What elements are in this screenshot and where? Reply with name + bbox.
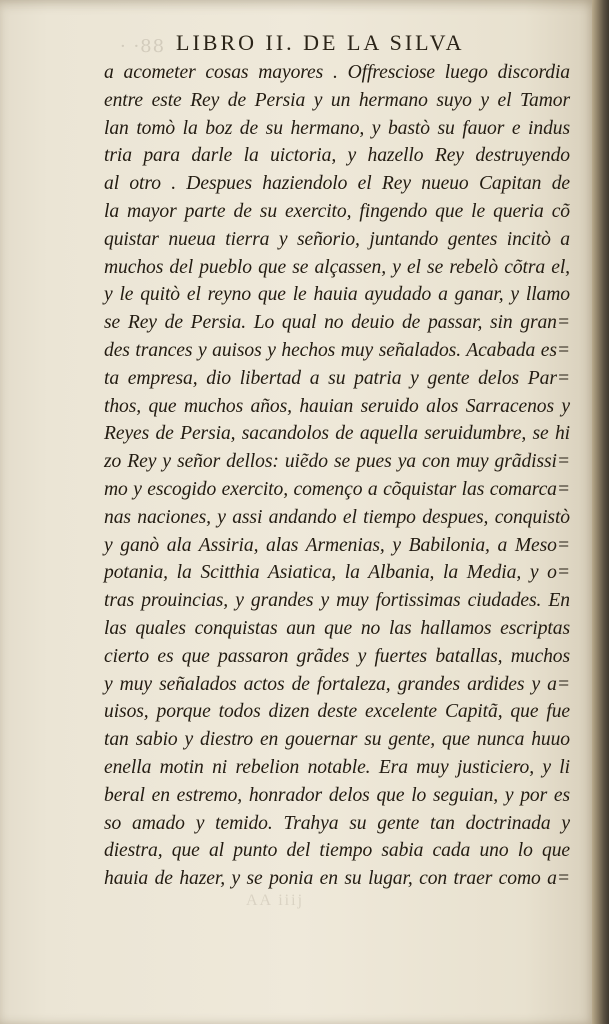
- text-line: beral en estremo, honrador delos que lo seguian, y por es: [104, 784, 570, 806]
- text-line: enella motin ni rebelion notable. Era muy justiciero, y li: [104, 756, 570, 778]
- text-line: muchos del pueblo que se alçassen, y el se rebelò cõtra el,: [104, 256, 570, 278]
- text-line: tras prouincias, y grandes y muy fortissimas ciudades. En: [104, 590, 570, 612]
- text-line: ta empresa, dio libertad a su patria y gente delos Par=: [104, 367, 570, 389]
- text-line: lan tomò la boz de su hermano, y bastò su fauor e indus: [104, 117, 570, 139]
- page-gutter-edge: [592, 0, 609, 1024]
- text-line: tan sabio y diestro en gouernar su gente, que nunca huuo: [104, 729, 570, 751]
- text-line: y ganò ala Assiria, alas Armenias, y Babilonia, a Meso=: [104, 534, 570, 556]
- text-line: zo Rey y señor dellos: uiẽdo se pues ya con muy grãdissi=: [104, 451, 570, 473]
- text-line: Reyes de Persia, sacandolos de aquella seruidumbre, se hi: [104, 423, 570, 445]
- text-line: la mayor parte de su exercito, fingendo que le queria cõ: [104, 200, 570, 222]
- text-line: y le quitò el reyno que le hauia ayudado a ganar, y llamo: [104, 284, 570, 306]
- text-line: mo y escogido exercito, començo a cõquistar las comarca=: [104, 478, 570, 500]
- text-line: al otro . Despues haziendolo el Rey nueuo Capitan de: [104, 173, 570, 195]
- text-line: las quales conquistas aun que no las hallamos escriptas: [104, 617, 570, 639]
- text-line: diestra, que al punto del tiempo sabia cada uno lo que: [104, 840, 570, 862]
- bleed-through-folio: · ·88: [120, 36, 166, 57]
- text-line: hauia de hazer, y se ponia en su lugar, con traer como a=: [104, 868, 570, 890]
- running-head: LIBRO II. DE LA SILVA: [176, 30, 465, 55]
- text-line: se Rey de Persia. Lo qual no deuio de passar, sin gran=: [104, 312, 570, 334]
- text-line: quistar nueua tierra y señorio, juntando gentes incitò a: [104, 228, 570, 250]
- text-line: entre este Rey de Persia y un hermano suyo y el Tamor: [104, 89, 570, 111]
- text-line: tria para darle la uictoria, y hazello Rey destruyendo: [104, 145, 570, 167]
- text-line: y muy señalados actos de fortaleza, grandes ardides y a=: [104, 673, 570, 695]
- text-line: a acometer cosas mayores . Offresciose luego discordia: [104, 62, 570, 83]
- text-line: cierto es que passaron grãdes y fuertes batallas, muchos: [104, 645, 570, 667]
- text-line: des trances y auisos y hechos muy señalados. Acabada es=: [104, 339, 570, 361]
- text-block: [104, 59, 570, 893]
- text-line: so amado y temido. Trahya su gente tan doctrinada y: [104, 812, 570, 834]
- text-line: potania, la Scitthia Asiatica, la Albania, la Media, y o=: [104, 562, 570, 584]
- text-line: uisos, porque todos dizen deste excelente Capitã, que fue: [104, 701, 570, 723]
- text-line: thos, que muchos años, hauian seruido alos Sarracenos y: [104, 395, 570, 417]
- bleed-through-signature: AA iiij: [246, 892, 305, 909]
- text-line: nas naciones, y assi andando el tiempo despues, conquistò: [104, 506, 570, 528]
